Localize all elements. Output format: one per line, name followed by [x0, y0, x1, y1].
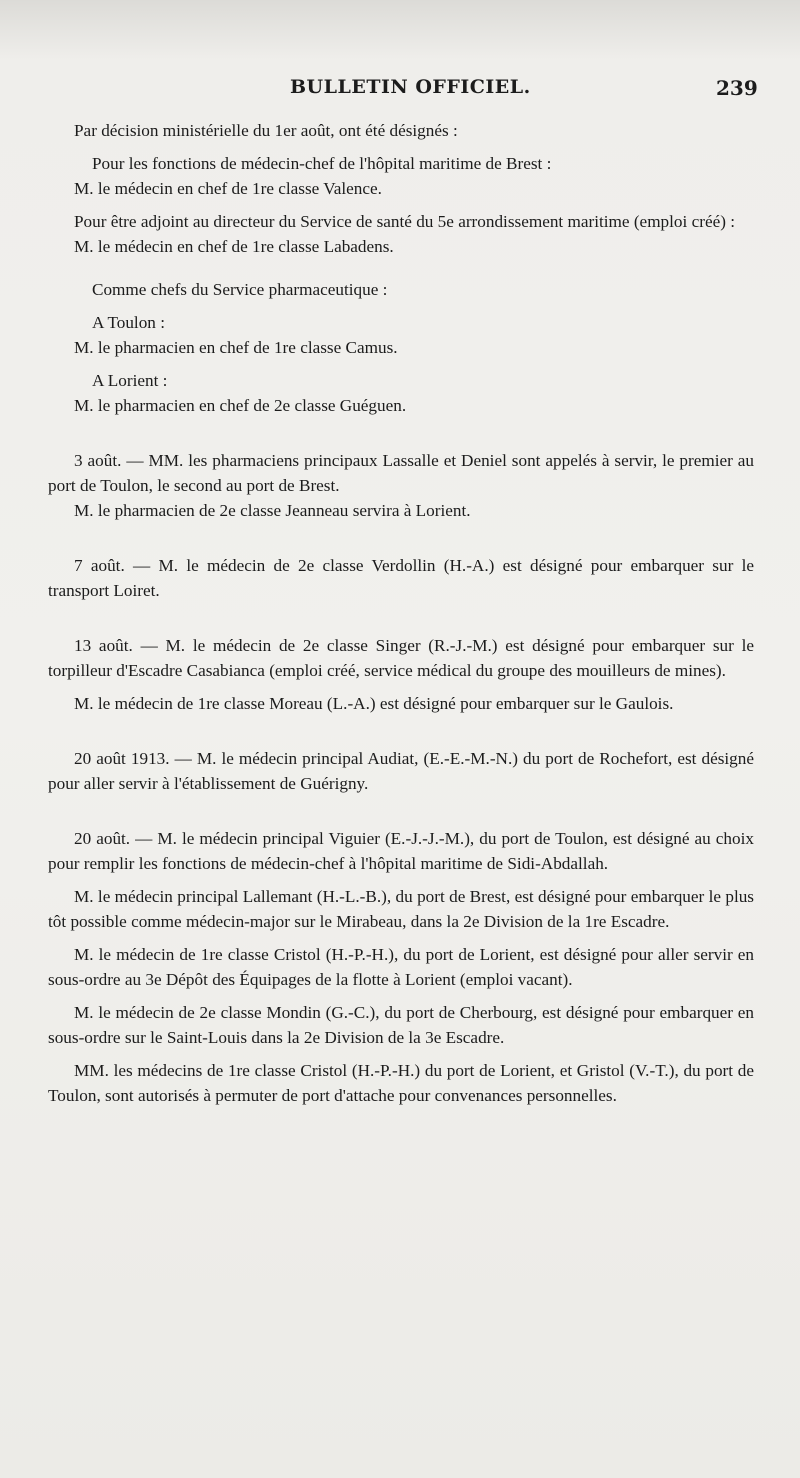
paragraph: M. le pharmacien en chef de 2e classe Guéguen.	[74, 396, 407, 415]
paragraph: MM. les médecins de 1re classe Cristol (H.-P.-H.) du port de Lorient, et Gristol (V.-T.), du port de Toulon, sont autorisés à permuter de port d'attache pour convenances personnelles.	[48, 1061, 754, 1105]
document-body	[48, 118, 754, 1108]
paragraph: A Toulon :	[92, 313, 165, 332]
paragraph: M. le pharmacien de 2e classe Jeanneau servira à Lorient.	[74, 501, 471, 520]
paragraph: Par décision ministérielle du 1er août, ont été désignés :	[74, 121, 458, 140]
paragraph: 3 août. — MM. les pharmaciens principaux Lassalle et Deniel sont appelés à servir, le premier au port de Toulon, le second au port de Brest.	[48, 451, 754, 495]
paragraph: M. le médecin de 1re classe Cristol (H.-P.-H.), du port de Lorient, est désigné pour aller servir en sous-ordre au 3e Dépôt des Équipages de la flotte à Lorient (emploi vacant).	[48, 945, 754, 989]
paragraph: Pour les fonctions de médecin-chef de l'hôpital maritime de Brest :	[92, 154, 552, 173]
paragraph: M. le médecin principal Lallemant (H.-L.-B.), du port de Brest, est désigné pour embarquer le plus tôt possible comme médecin-major sur le Mirabeau, dans la 2e Division de la 1re Escadre.	[48, 887, 754, 931]
paragraph: M. le médecin en chef de 1re classe Valence.	[74, 179, 382, 198]
running-title: BULLETIN OFFICIEL.	[290, 76, 531, 98]
paragraph: Pour être adjoint au directeur du Service de santé du 5e arrondissement maritime (emploi créé) :	[74, 212, 735, 231]
paragraph: 20 août 1913. — M. le médecin principal Audiat, (E.-E.-M.-N.) du port de Rochefort, est désigné pour aller servir à l'établissement de Guérigny.	[48, 749, 754, 793]
paragraph: 13 août. — M. le médecin de 2e classe Singer (R.-J.-M.) est désigné pour embarquer sur le torpilleur d'Escadre Casabianca (emploi créé, service médical du groupe des mouilleurs de mines).	[48, 636, 754, 680]
page-number: 239	[716, 76, 758, 100]
paragraph: A Lorient :	[92, 371, 168, 390]
paragraph: M. le médecin en chef de 1re classe Labadens.	[74, 237, 394, 256]
paragraph: 20 août. — M. le médecin principal Viguier (E.-J.-J.-M.), du port de Toulon, est désigné au choix pour remplir les fonctions de médecin-chef à l'hôpital maritime de Sidi-Abdallah.	[48, 829, 754, 873]
paragraph: Comme chefs du Service pharmaceutique :	[92, 280, 388, 299]
paragraph: M. le médecin de 2e classe Mondin (G.-C.), du port de Cherbourg, est désigné pour embarquer en sous-ordre sur le Saint-Louis dans la 2e Division de la 3e Escadre.	[48, 1003, 754, 1047]
paragraph: 7 août. — M. le médecin de 2e classe Verdollin (H.-A.) est désigné pour embarquer sur le transport Loiret.	[48, 556, 754, 600]
paragraph: M. le médecin de 1re classe Moreau (L.-A.) est désigné pour embarquer sur le Gaulois.	[74, 694, 674, 713]
paragraph: M. le pharmacien en chef de 1re classe Camus.	[74, 338, 398, 357]
page-header	[0, 74, 800, 104]
